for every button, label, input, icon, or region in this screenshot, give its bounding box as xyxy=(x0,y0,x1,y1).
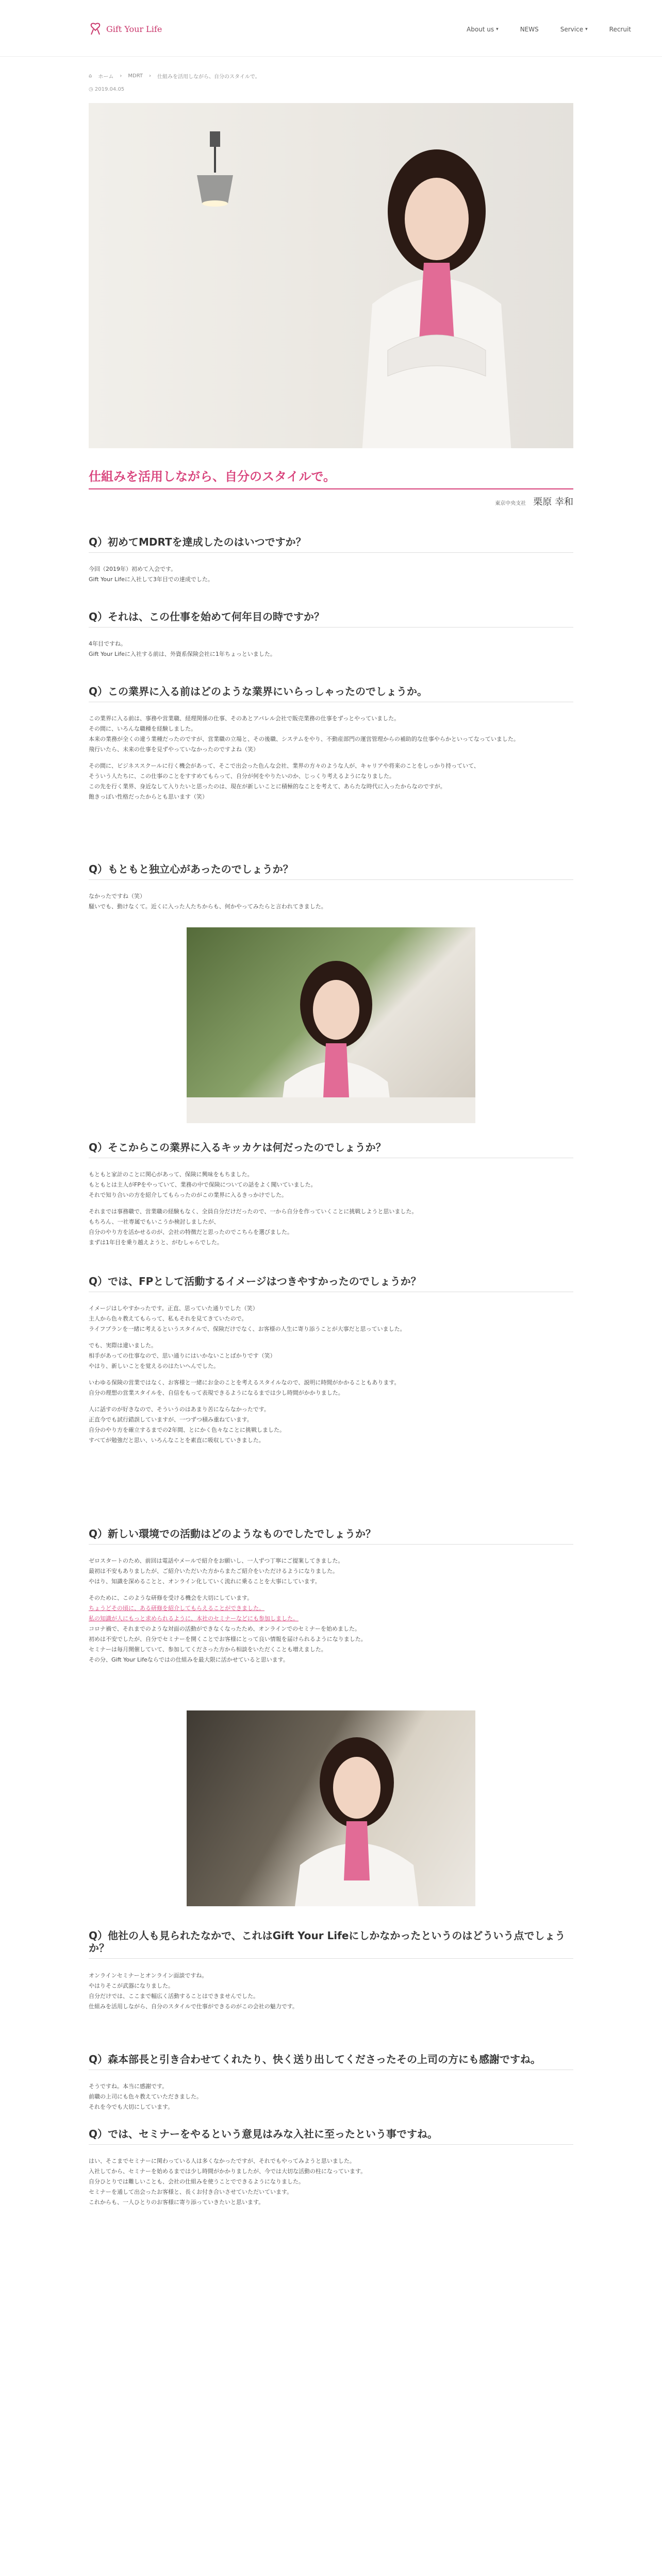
answer-line: この先を行く業界、身近なして入りたいと思ったのは、現在が新しいことに積極的なことを考えて、あらたな時代に入ったからなのですが。 xyxy=(89,783,446,790)
answer-line: もともとは主人がFPをやっていて、業務の中で保険についての話をよく聞いていました。 xyxy=(89,1181,317,1188)
hero-photo xyxy=(89,103,573,448)
answer-line: そういう人たちに、この仕事のことをすすめてもらって、自分が何をやりたいのか、じっくり考えるようになりました。 xyxy=(89,773,395,779)
answer-line: 入社してから、セミナーを始めるまでは少し時間がかかりましたが、今では大切な活動の柱になっています。 xyxy=(89,2168,367,2175)
answer-line: イメージはしやすかったです。正直、思っていた通りでした（笑） xyxy=(89,1305,258,1312)
answer-block xyxy=(89,639,573,659)
nav-item-service-label: Service xyxy=(560,26,584,33)
answer-block xyxy=(89,714,573,802)
answer-line: この業界に入る前は、事務や営業職、経理関係の仕事、そのあとアパレル会社で販売業務の仕事をずっとやっていました。 xyxy=(89,715,400,722)
answer-line: ゼロスタートのため、前回は電話やメールで紹介をお願いし、一人ずつ丁寧にご提案してきました。 xyxy=(89,1557,344,1564)
chevron-down-icon: ▾ xyxy=(585,27,588,32)
answer-line: 自分の理想の営業スタイルを、自信をもって表現できるようになるまでは少し時間がかかりました。 xyxy=(89,1389,344,1396)
main-nav xyxy=(467,26,631,33)
answer-line: やはりそこが武器になりました。 xyxy=(89,1982,174,1989)
author-name: 栗原 幸和 xyxy=(533,497,573,507)
answer-line: その間に、ビジネススクールに行く機会があって、そこで出会った色んな会社、業界の方々のような人が、キャリアや将来のことをしっかり持っていて、 xyxy=(89,762,479,769)
question-heading: Q）では、FPとして活動するイメージはつきやすかったのでしょうか？ xyxy=(89,1275,573,1292)
answer-block xyxy=(89,2081,573,2112)
person-photo xyxy=(187,927,475,1123)
question-heading: Q）では、セミナーをやるという意見はみな入社に至ったという事ですね。 xyxy=(89,2128,573,2145)
answer-block xyxy=(89,1556,573,1665)
question-heading: Q）もともと独立心があったのでしょうか？ xyxy=(89,863,573,880)
clock-icon: ◷ xyxy=(89,87,95,92)
answer-line: ライフプランを一緒に考えるというスタイルで、保険だけでなく、お客様の人生に寄り添うことが大事だと思っていました。 xyxy=(89,1326,406,1332)
answer-line: 自分ひとりでは難しいことも、会社の仕組みを使うことでできるようになりました。 xyxy=(89,2178,304,2185)
answer-line[interactable]: 私の知識が人にもっと求められるように、本社のセミナーなどにも参加しました。 xyxy=(89,1615,299,1622)
nav-item-about[interactable] xyxy=(467,26,499,33)
site-logo[interactable] xyxy=(89,22,162,36)
answer-block xyxy=(89,1303,573,1446)
answer-line: もともと家計のことに関心があって、保険に興味をもちました。 xyxy=(89,1171,253,1178)
wall-lamp-illustration xyxy=(187,131,243,224)
answer-line: 初めは不安でしたが、自分でセミナーを開くことでお客様にとって良い情報を届けられるようになりました。 xyxy=(89,1636,367,1642)
answer-block xyxy=(89,2156,573,2208)
answer-line: Gift Your Lifeに入社して3年目での達成でした。 xyxy=(89,576,213,583)
answer-line: 4年目ですね。 xyxy=(89,640,126,647)
person-photo xyxy=(352,134,517,448)
answer-block xyxy=(89,891,573,912)
answer-line: でも、実際は違いました。 xyxy=(89,1342,157,1349)
answer-line: 最初は不安もありましたが、ご紹介いただいた方からまたご紹介をいただけるようになりました。 xyxy=(89,1568,338,1574)
answer-line: 仕組みを活用しながら、自分のスタイルで仕事ができるのがこの会社の魅力です。 xyxy=(89,2003,298,2010)
author-affiliation: 東京中央支社 xyxy=(495,501,526,506)
nav-item-about-label: About us xyxy=(467,26,494,33)
answer-line: まずは1年目を乗り越えようと、がむしゃらでした。 xyxy=(89,1239,223,1246)
answer-block xyxy=(89,564,573,585)
answer-line: コロナ禍で、それまでのような対面の活動ができなくなったため、オンラインでのセミナーを始めました。 xyxy=(89,1625,361,1632)
answer-line: Gift Your Lifeに入社する前は、外資系保険会社に1年ちょっといました。 xyxy=(89,651,276,657)
article-title: 仕組みを活用しながら、自分のスタイルで。 xyxy=(89,469,336,484)
home-icon: ⌂ xyxy=(89,73,92,79)
logo-text: Gift Your Life xyxy=(106,24,162,34)
answer-line: 飛行いたら、未来の仕事を見ずやっていなかったのですよね（笑） xyxy=(89,746,259,753)
site-header xyxy=(0,0,662,57)
answer-line: 本来の業務が全くの違う業種だったのですが、営業職の立場と、その後職、システムをやり、不動産部門の運営管理からの補助的な仕事やらかといってなっていました。 xyxy=(89,736,519,742)
chevron-right-icon: › xyxy=(149,73,152,79)
interview-photo xyxy=(187,927,475,1123)
ribbon-logo-icon xyxy=(89,22,102,36)
answer-line: 自分だけでは、ここまで幅広く活動することはできませんでした。 xyxy=(89,1993,259,1999)
answer-line: 前職の上司にも色々教えていただきました。 xyxy=(89,2093,202,2100)
answer-line: セミナーを通して出会ったお客様と、長くお付き合いさせていただいています。 xyxy=(89,2189,293,2195)
question-heading: Q）他社の人も見られたなかで、これはGift Your Lifeにしかなかったというのはどういう点でしょうか？ xyxy=(89,1929,573,1959)
question-heading: Q）新しい環境での活動はどのようなものでしたでしょうか？ xyxy=(89,1528,573,1545)
question-heading: Q）森本部長と引き合わせてくれたり、快く送り出してくださったその上司の方にも感謝ですね。 xyxy=(89,2053,573,2070)
answer-line: セミナーは毎月開催していて、参加してくださった方から相談をいただくことも増えました。 xyxy=(89,1646,327,1653)
nav-item-service[interactable] xyxy=(560,26,588,33)
post-date xyxy=(89,87,124,92)
breadcrumb-current: 仕組みを活用しながら、自分のスタイルで。 xyxy=(157,74,260,80)
author-block xyxy=(495,495,573,508)
answer-line: 騒いでも、動けなくて。近くに入った人たちからも、何かやってみたらと言われてきました。 xyxy=(89,903,327,910)
answer-line: もちろん、一社専属でもいこうか検討しましたが、 xyxy=(89,1218,220,1225)
answer-line: やはり、新しいことを覚えるのはたいへんでした。 xyxy=(89,1363,219,1369)
answer-line: 正直今でも試行錯誤していますが、一つずつ積み重ねています。 xyxy=(89,1416,253,1423)
answer-line: いわゆる保険の営業ではなく、お客様と一緒にお金のことを考えるスタイルなので、説明に時間がかかることもあります。 xyxy=(89,1379,400,1386)
question-heading: Q）初めてMDRTを達成したのはいつですか？ xyxy=(89,536,573,553)
question-heading: Q）それは、この仕事を始めて何年目の時ですか？ xyxy=(89,611,573,628)
answer-line: 自分のやり方を確立するまでの2年間、とにかく色々なことに挑戦しました。 xyxy=(89,1427,285,1433)
answer-line: そうですね。本当に感謝です。 xyxy=(89,2083,168,2090)
answer-line: その間に、いろんな職種を経験しました。 xyxy=(89,725,196,732)
answer-line: 主人から色々教えてもらって、私もそれを見てきていたので。 xyxy=(89,1315,247,1322)
answer-line: 人に話すのが好きなので、そういうのはあまり苦にならなかったです。 xyxy=(89,1406,270,1413)
answer-block xyxy=(89,1971,573,2012)
breadcrumb-mdrt[interactable]: MDRT xyxy=(128,73,143,79)
breadcrumb xyxy=(89,72,260,80)
question-heading: Q）この業界に入る前はどのような業界にいらっしゃったのでしょうか。 xyxy=(89,685,573,702)
answer-line: 相手があっての仕事なので、思い通りにはいかないことばかりです（笑） xyxy=(89,1352,276,1359)
question-heading: Q）そこからこの業界に入るキッカケは何だったのでしょうか？ xyxy=(89,1141,573,1158)
answer-line: それまでは事務職で、営業職の経験もなく、全員自分だけだったので、一から自分を作っていくことに挑戦しようと思いました。 xyxy=(89,1208,418,1215)
answer-line: はい、そこまでセミナーに関わっている人は多くなかったですが、それでもやってみようと思いました。 xyxy=(89,2158,355,2164)
answer-line: それを今でも大切にしています。 xyxy=(89,2104,174,2110)
answer-line: そのために、このような研修を受ける機会を大切にしています。 xyxy=(89,1595,253,1601)
answer-block xyxy=(89,1170,573,1248)
breadcrumb-home[interactable]: ホーム xyxy=(98,74,114,80)
answer-line[interactable]: ちょうどその頃に、ある研修を紹介してもらえることができました。 xyxy=(89,1605,264,1612)
title-divider xyxy=(89,488,573,489)
answer-line: その分、Gift Your Lifeならではの仕組みを最大限に活かせていると思います。 xyxy=(89,1656,289,1663)
answer-line: やはり、知識を深めることと、オンライン化していく流れに乗ることを大事にしています。 xyxy=(89,1578,321,1585)
answer-line: 自分のやり方を活かせるのが、会社の特徴だと思ったのでこちらを選びました。 xyxy=(89,1229,293,1235)
chevron-down-icon: ▾ xyxy=(496,27,499,32)
post-date-text: 2019.04.05 xyxy=(94,87,125,92)
answer-line: なかったですね（笑） xyxy=(89,893,145,900)
answer-line: 今回（2019年）初めて入会です。 xyxy=(89,566,177,572)
person-photo xyxy=(187,1710,475,1906)
nav-item-recruit[interactable]: Recruit xyxy=(609,26,631,33)
answer-line: これからも、一人ひとりのお客様に寄り添っていきたいと思います。 xyxy=(89,2199,264,2206)
interview-photo xyxy=(187,1710,475,1906)
nav-item-news[interactable]: NEWS xyxy=(520,26,539,33)
answer-line: それで知り合いの方を紹介してもらったのがこの業界に入るきっかけでした。 xyxy=(89,1192,287,1198)
answer-line: オンラインセミナーとオンライン面談ですね。 xyxy=(89,1972,208,1979)
chevron-right-icon: › xyxy=(120,73,122,79)
answer-line: すべてが勉強だと思い、いろんなことを素直に吸収していきました。 xyxy=(89,1437,264,1444)
answer-line: 飽きっぽい性格だったからとも思います（笑） xyxy=(89,793,208,800)
